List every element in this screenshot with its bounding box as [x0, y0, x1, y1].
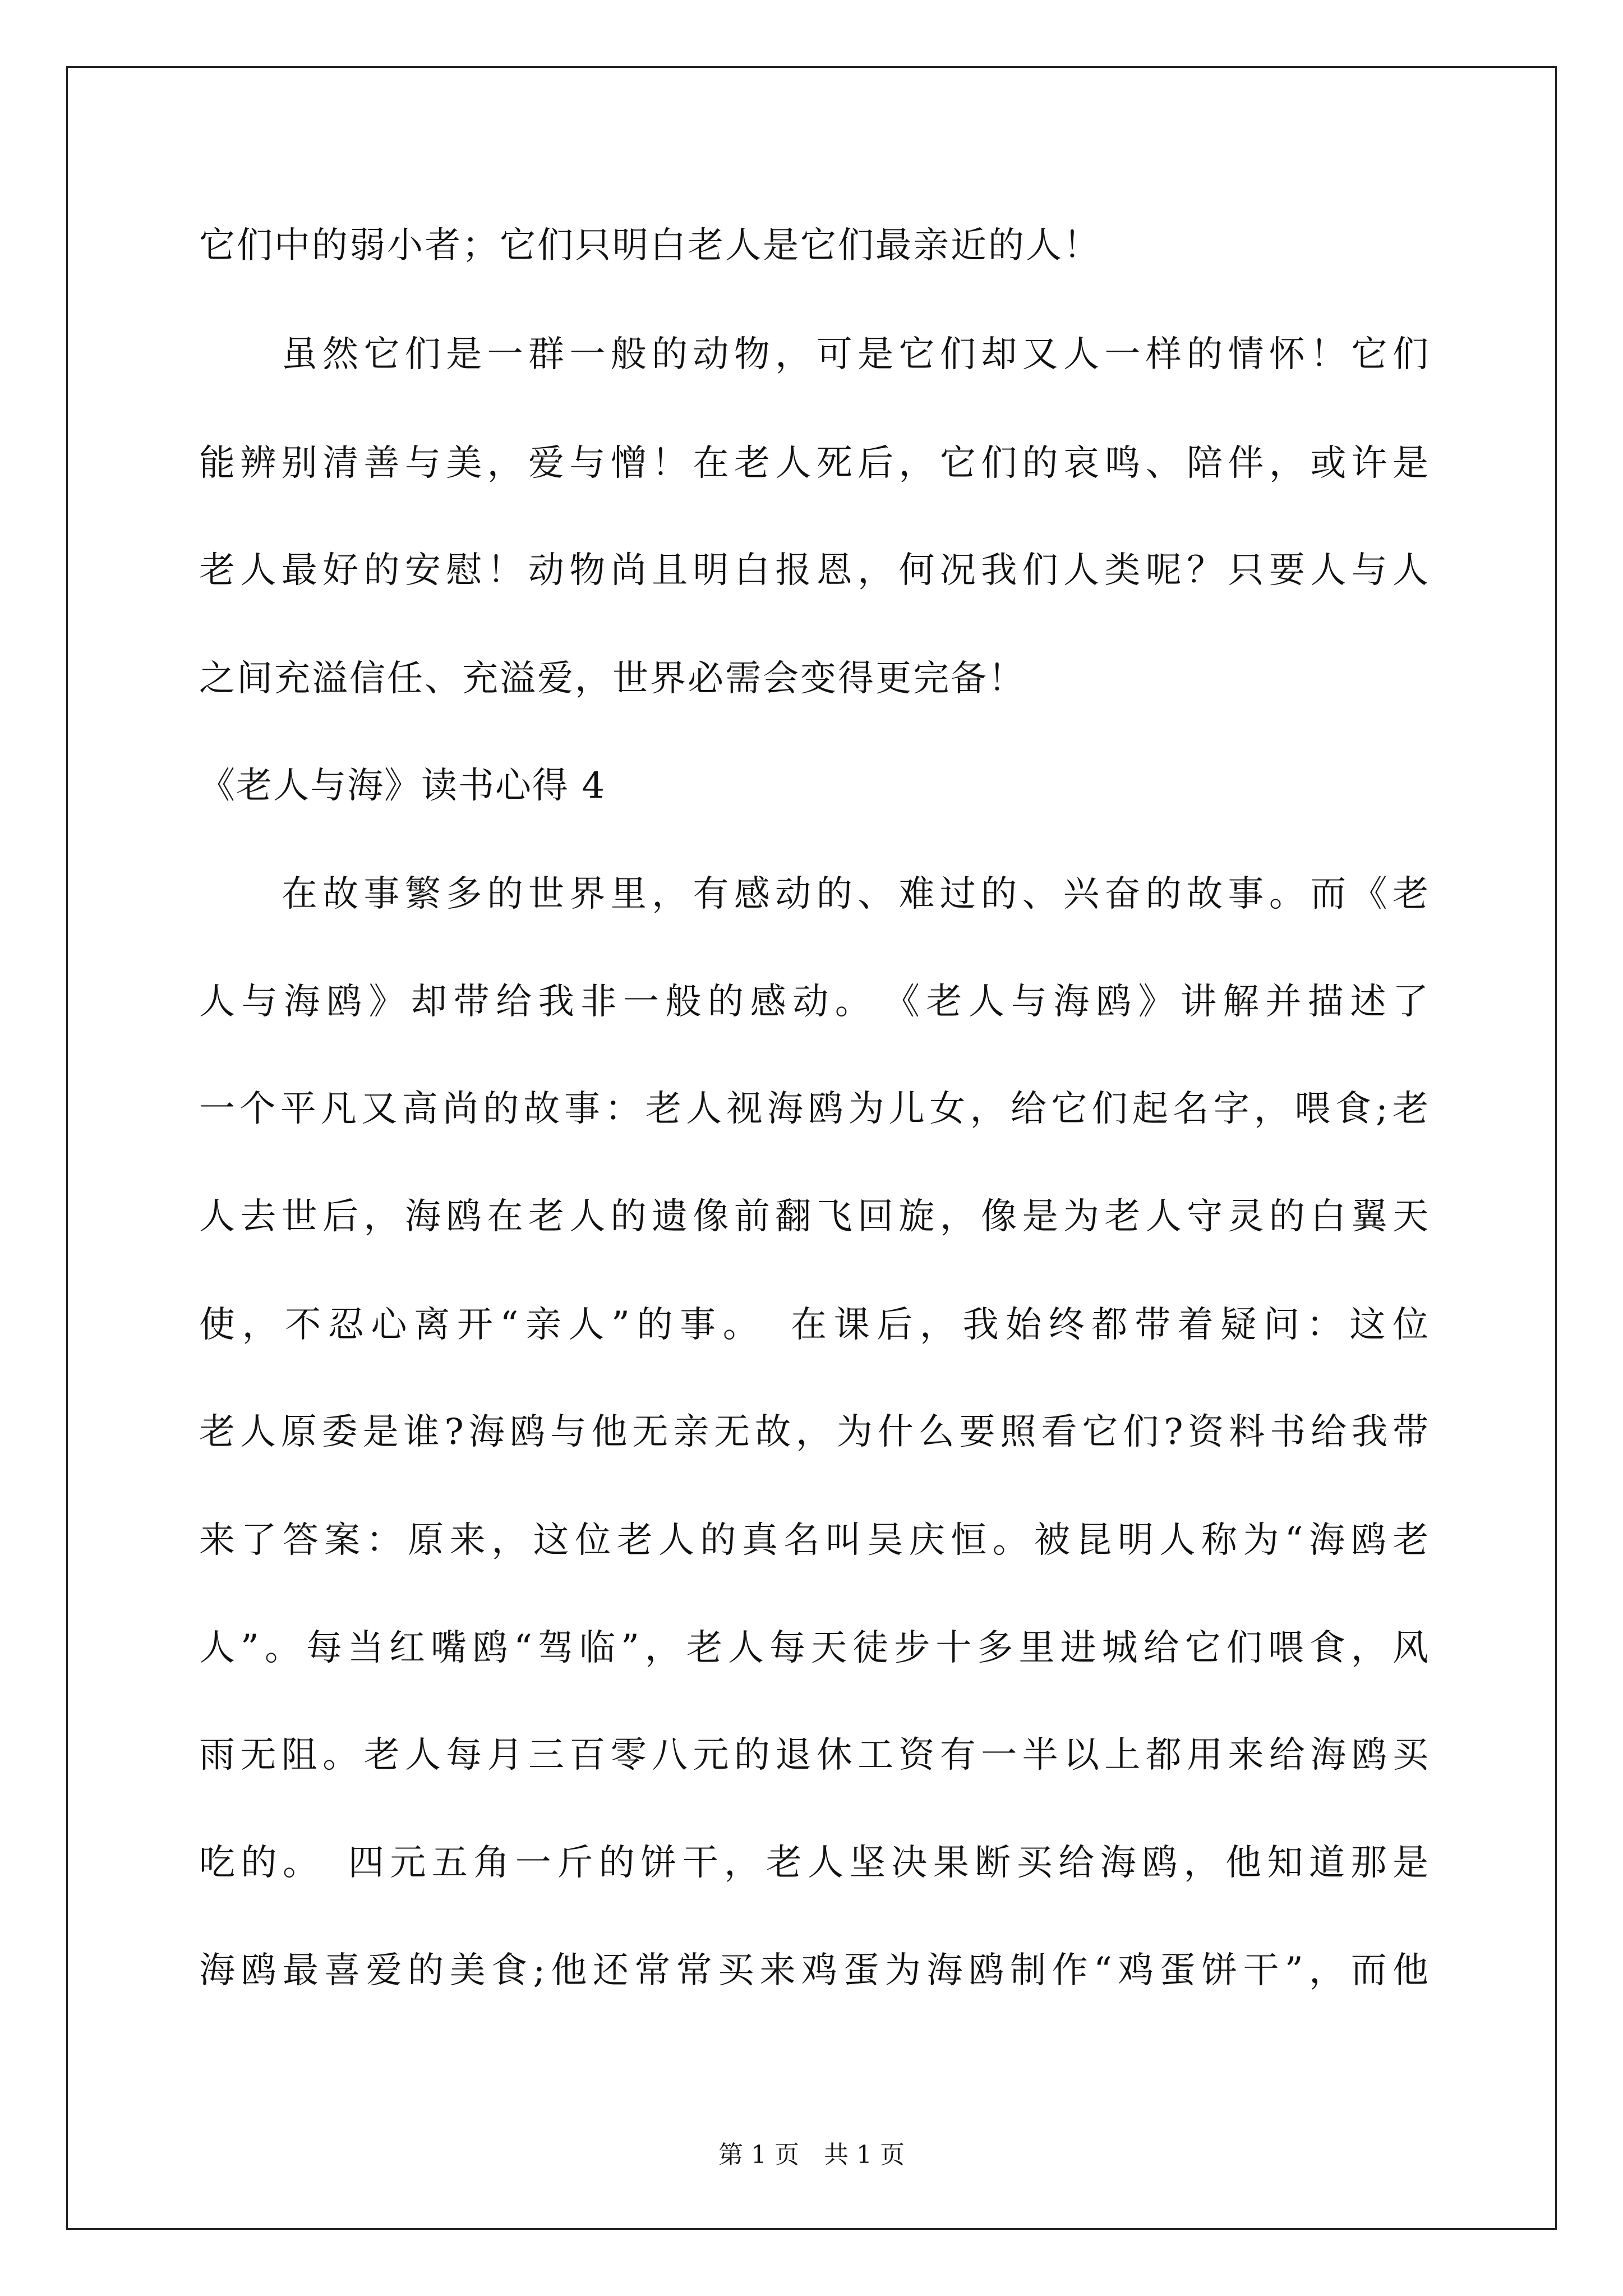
- text-line: 一个平凡又高尚的故事：老人视海鸥为儿女，给它们起名字，喂食;老: [199, 1088, 1430, 1130]
- section-heading: 《老人与海》读书心得 4: [199, 765, 606, 807]
- page-border: [66, 66, 1557, 2230]
- text-line: 之间充溢信任、充溢爱，世界必需会变得更完备！: [199, 658, 1026, 700]
- text-line: 人”。每当红嘴鸥“驾临”，老人每天徒步十多里进城给它们喂食，风: [199, 1627, 1430, 1669]
- text-line: 能辨别清善与美，爱与憎！在老人死后，它们的哀鸣、陪伴，或许是: [199, 443, 1430, 484]
- text-line: 老人最好的安慰！动物尚且明白报恩，何况我们人类呢？只要人与人: [199, 550, 1430, 591]
- page-footer: 第 1 页 共 1 页: [718, 2141, 905, 2169]
- text-line: 它们中的弱小者；它们只明白老人是它们最亲近的人！: [199, 225, 1101, 266]
- text-line: 虽然它们是一群一般的动物，可是它们却又人一样的情怀！它们: [199, 334, 1430, 375]
- text-line: 人去世后，海鸥在老人的遗像前翻飞回旋，像是为老人守灵的白翼天: [199, 1196, 1430, 1237]
- text-line: 在故事繁多的世界里，有感动的、难过的、兴奋的故事。而《老: [199, 873, 1430, 915]
- text-line: 海鸥最喜爱的美食;他还常常买来鸡蛋为海鸥制作“鸡蛋饼干”，而他: [199, 1950, 1430, 1991]
- text-line: 人与海鸥》却带给我非一般的感动。 《老人与海鸥》讲解并描述了: [199, 981, 1430, 1023]
- text-line: 使，不忍心离开“亲人”的事。 在课后，我始终都带着疑问：这位: [199, 1304, 1430, 1346]
- text-line: 来了答案：原来，这位老人的真名叫吴庆恒。被昆明人称为“海鸥老: [199, 1520, 1430, 1561]
- text-line: 雨无阻。老人每月三百零八元的退休工资有一半以上都用来给海鸥买: [199, 1734, 1430, 1776]
- text-line: 老人原委是谁?海鸥与他无亲无故，为什么要照看它们?资料书给我带: [199, 1411, 1430, 1453]
- text-line: 吃的。 四元五角一斤的饼干，老人坚决果断买给海鸥，他知道那是: [199, 1842, 1430, 1884]
